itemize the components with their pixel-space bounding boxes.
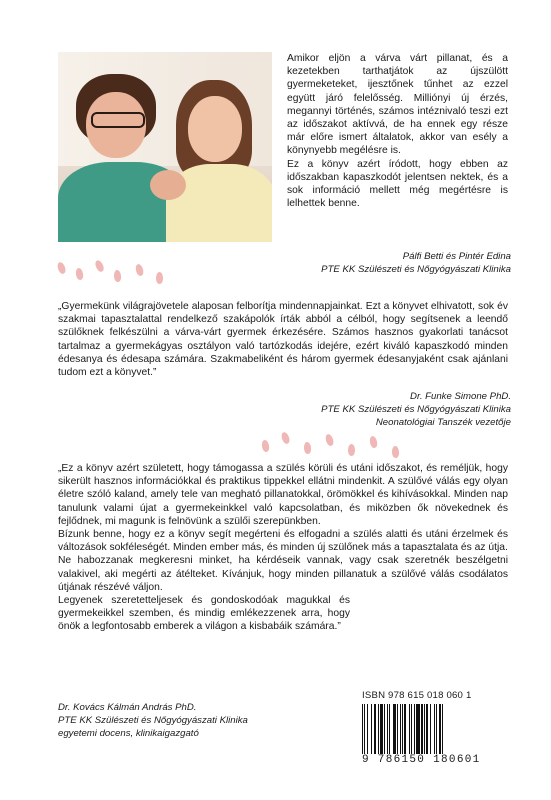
intro-signature <box>321 250 511 276</box>
isbn-barcode <box>362 690 510 766</box>
quote-kovacs-paragraph-1: „Ez a könyv azért született, hogy támogassa a szülés körüli és utáni időszakot, és reméljük, hogy sikerült hasznos információkkal és praktikus tippekkel ellátni mindenkit. A szülővé válás egy olyan életre szóló kaland, amely tele van megható pillanatokkal, örömökkel és kihívásokkal. Minden nap tanulunk valami újat a gyermekeinkkel való kapcsolatban, és miközben ők növekednek és fejlődnek, mi magunk is felnövünk a szülői szerepünkben. <box>58 463 508 527</box>
quote-kovacs-paragraph-2: Bízunk benne, hogy ez a könyv segít megérteni és elfogadni a szülés alatti és utáni érzelmek és változások sokféleségét. Minden ember más, és minden új szülőnek más a tapasztalata és az útja. <box>58 529 508 554</box>
isbn-label: ISBN 978 615 018 060 1 <box>362 690 472 701</box>
quote-kovacs-institution: PTE KK Szülészeti és Nőgyógyászati Klinika <box>58 715 248 726</box>
quote-kovacs-paragraph-3: Ne habozzanak megkeresni minket, ha kérdéseik vannak, vagy csak szeretnék beszélgetni valakivel, aki megérti az átélteket. Kívánjuk, hogy minden pillanatuk a szülővé válás csodálatos útjának részévé váljon. <box>58 555 508 593</box>
intro-paragraph-2: Ez a könyv azért íródott, hogy ebben az időszakban kapaszkodót jelentsen nektek, és a sok információ mellett még megértésre is lelhettek benne. <box>287 158 508 210</box>
barcode-bars <box>362 704 510 754</box>
intro-signature-institution: PTE KK Szülészeti és Nőgyógyászati Klinika <box>321 264 511 275</box>
quote-kovacs-paragraph-4: Legyenek szeretetteljesek és gondoskodóak magukkal és gyermekeikkel szemben, és mindig emlékezzenek arra, hogy önök a legfontosabb emberek a világon a kisbabáik számára.” <box>58 595 350 633</box>
barcode-digits: 9 786150 180601 <box>362 754 481 766</box>
quote-kovacs <box>58 462 508 634</box>
quote-funke-author: Dr. Funke Simone PhD. <box>410 391 511 402</box>
quote-funke-signature <box>321 390 511 429</box>
quote-funke-institution: PTE KK Szülészeti és Nőgyógyászati Klinika <box>321 404 511 415</box>
quote-kovacs-role: egyetemi docens, klinikaigazgató <box>58 728 199 739</box>
quote-funke-text: „Gyermekünk világrajövetele alaposan felborítja mindennapjainkat. Ezt a könyvet elhivatott, sok év szakmai tapasztalattal rendelkező szakápolók írták abból a célból, hogy segítsenek a leendő szülőknek felkészülni a várva-várt gyermek érkezésére. Számos hasznos gyakorlati tanácsot tartalmaz a gyermekágyas osztályon való tartózkodás idejére, ezért kiváló kapaszkodó minden édesanya és édesapa számára. Szakmabeliként és három gyermek édesanyjaként csak ajánlani tudom ezt a könyvet.” <box>58 301 508 379</box>
authors-photo <box>58 52 272 242</box>
quote-funke-role: Neonatológiai Tanszék vezetője <box>375 417 511 428</box>
intro-text <box>287 52 508 210</box>
quote-kovacs-signature <box>58 701 248 740</box>
intro-paragraph-1: Amikor eljön a várva várt pillanat, és a kezetekben tarthatjátok az újszülött gyermeketeket, ijesztőnek tűnhet az ezzel együtt járó felelősség. Milliónyi új érzés, megannyi történés, számos intéznivaló teszi ezt az időszakot aktívvá, de ha ennek egy része már előre ismert általatok, akkor van esély a könynyebb megélésre is. <box>287 53 508 157</box>
quote-funke <box>58 300 508 379</box>
intro-signature-authors: Pálfi Betti és Pintér Edina <box>402 251 511 262</box>
quote-kovacs-author: Dr. Kovács Kálmán András PhD. <box>58 702 197 713</box>
barcode-bar <box>442 704 443 754</box>
